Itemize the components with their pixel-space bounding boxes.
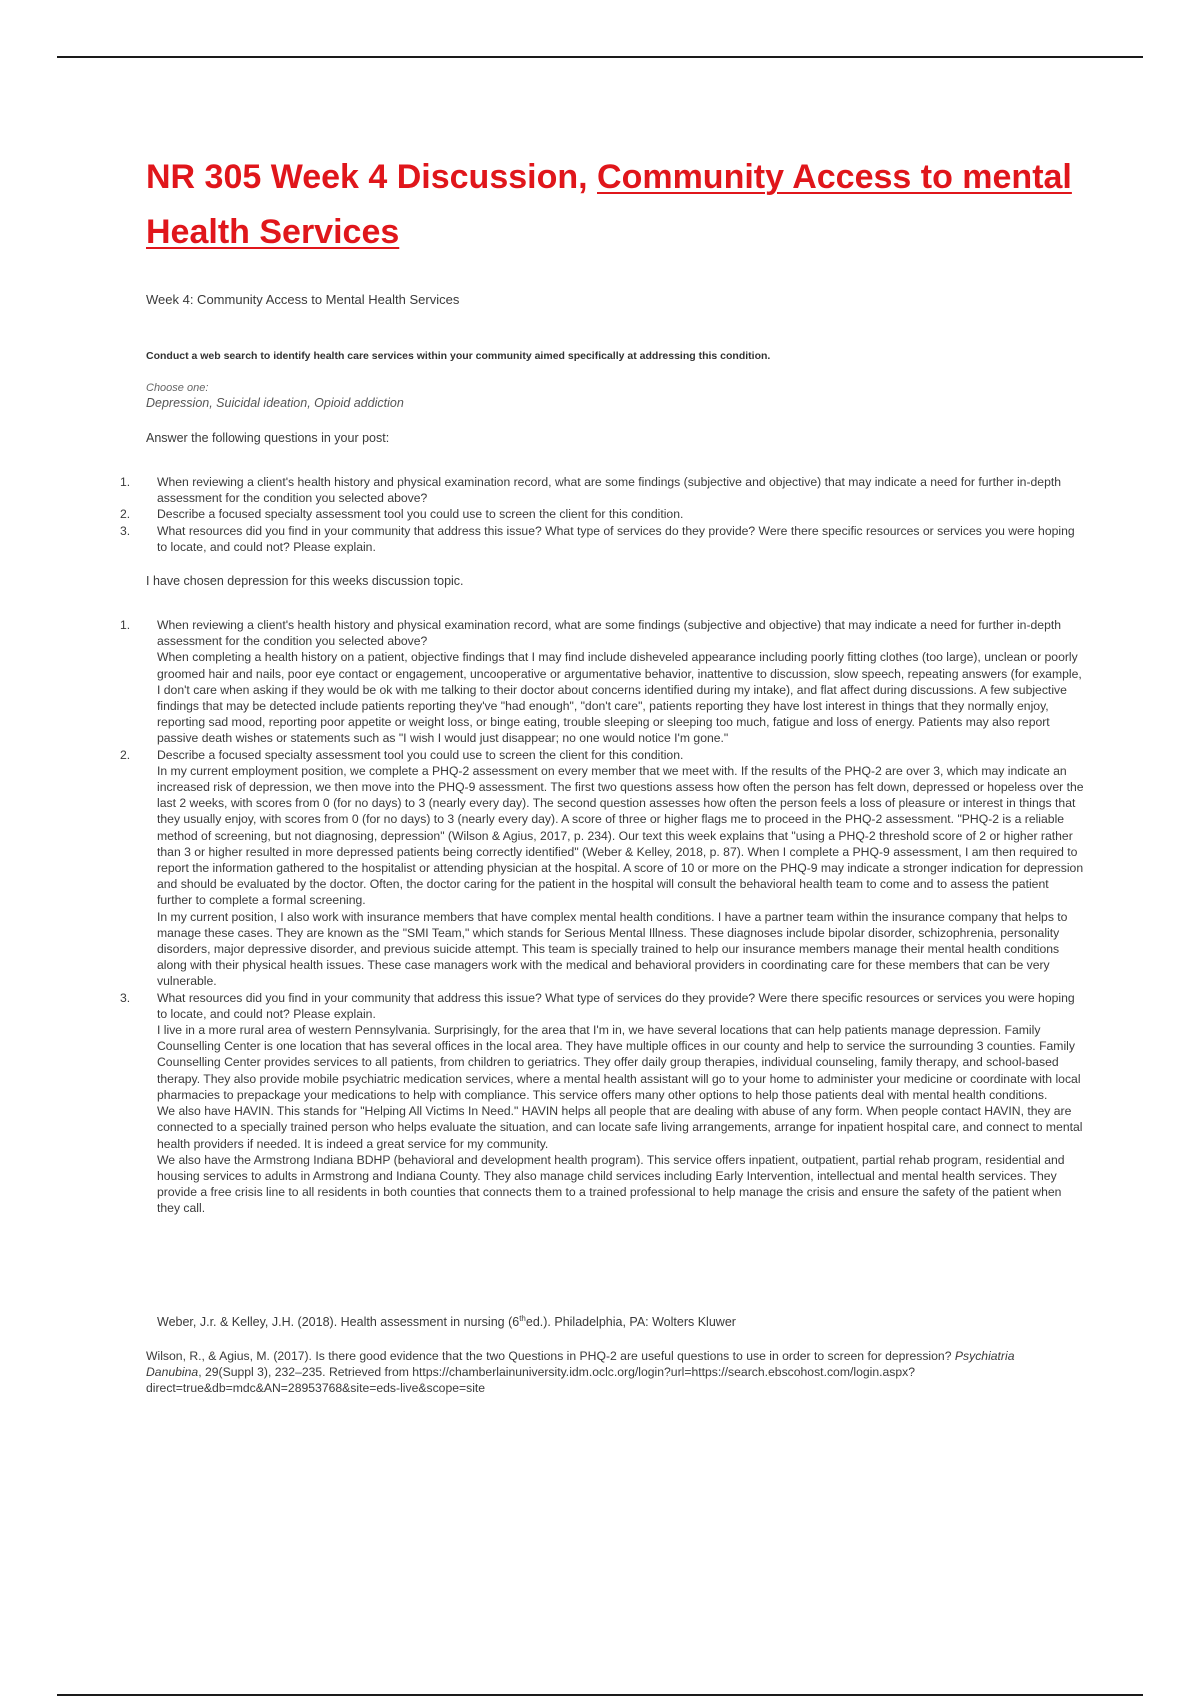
question-text: Describe a focused specialty assessment tool you could use to screen the client for this condition.	[157, 507, 684, 522]
reference-weber	[157, 1314, 736, 1329]
answer-item	[120, 747, 1085, 990]
reference-wilson-journal: Psychiatria Danubina	[146, 1349, 1015, 1380]
answer-question: Describe a focused specialty assessment tool you could use to screen the client for this condition.	[157, 747, 684, 762]
answer-item	[120, 990, 1085, 1217]
chosen-topic: I have chosen depression for this weeks discussion topic.	[146, 574, 464, 588]
question-text: When reviewing a client's health history and physical examination record, what are some findings (subjective and objective) that may indicate a need for further in-depth assessment for the condition you selected above?	[157, 475, 1062, 506]
instruction: Conduct a web search to identify health care services within your community aimed specifically at addressing this condition.	[146, 350, 771, 362]
answer-number: 1.	[120, 618, 131, 632]
question-number: 2.	[120, 507, 131, 522]
question-item	[120, 506, 1085, 522]
reference-weber-rest: ed.). Philadelphia, PA: Wolters Kluwer	[525, 1315, 736, 1330]
page-title	[146, 150, 1086, 260]
answer-paragraph: We also have the Armstrong Indiana BDHP (behavioral and development health program). This service offers inpatient, outpatient, partial rehab program, residential and housing services to adults in Armstrong and Indiana County. They also manage child services including Early Intervention, intellectual and mental health services. They provide a free crisis line to all residents in both counties that connects them to a trained professional to help manage the crisis and ensure the safety of the patient when they call.	[157, 1152, 1065, 1216]
subtitle: Week 4: Community Access to Mental Health Services	[146, 292, 460, 307]
question-item	[120, 474, 1085, 506]
choose-label: Choose one:	[146, 382, 209, 394]
reference-wilson-text: Wilson, R., & Agius, M. (2017). Is there good evidence that the two Questions in PHQ-2 are useful questions to use in order to screen for depression?	[146, 1349, 955, 1363]
answer-paragraph: In my current employment position, we complete a PHQ-2 assessment on every member that we meet with. If the results of the PHQ-2 are over 3, which may indicate an increased risk of depression, we then move into the PHQ-9 assessment. The first two questions assess how often the person has felt down, depressed or hopeless over the last 2 weeks, with scores from 0 (for no days) to 3 (nearly every day). The second question assesses how often the person feels a loss of pleasure or interest in things that they usually enjoy, with scores from 0 (for no days) to 3 (nearly every day). A score of three or higher flags me to proceed in the PHQ-2 assessment. "PHQ-2 is a reliable method of screening, but not diagnosing, depression" (Wilson & Agius, 2017, p. 234). Our text this week explains that "using a PHQ-2 threshold score of 2 or higher rather than 3 or higher resulted in more depressed patients being correctly identified" (Weber & Kelley, 2018, p. 87). When I complete a PHQ-9 assessment, I am then required to report the information gathered to the hospitalist or attending physician at the hospital. A score of 10 or more on the PHQ-9 may indicate a stronger indication for depression and should be evaluated by the doctor. Often, the doctor caring for the patient in the hospital will consult the behavioral health team to come and to assess the patient further to complete a formal screening.	[157, 763, 1084, 908]
answer-question: What resources did you find in your community that address this issue? What type of services do they provide? Were there specific resources or services you were hoping to locate, and could not? Please explain.	[157, 990, 1075, 1021]
answer-number: 3.	[120, 990, 131, 1005]
reference-weber-sup: th	[519, 1314, 526, 1323]
answer-number: 2.	[120, 747, 131, 762]
question-item	[120, 523, 1085, 555]
answers-list	[120, 617, 1085, 1217]
title-plain: NR 305 Week 4 Discussion,	[146, 158, 598, 196]
reference-wilson-rest[interactable]: , 29(Suppl 3), 232–235. Retrieved from https://chamberlainuniversity.idm.oclc.org/login?url=https://search.ebscohost.com/login.aspx?direct=true&db=mdc&AN=28953768&site=eds-live&scope=site	[146, 1365, 916, 1396]
top-rule	[57, 56, 1143, 58]
reference-weber-text: Weber, J.r. & Kelley, J.H. (2018). Health assessment in nursing (6	[157, 1315, 520, 1330]
title-link[interactable]: Community Access to mental Health Services	[146, 158, 1072, 251]
answer-paragraph: When completing a health history on a patient, objective findings that I may find include disheveled appearance including poorly fitting clothes (too large), unclean or poorly groomed hair and nails, poor eye contact or engagement, uncooperative or argumentative behavior, inattentive to discussion, slow speech, repeating answers (for example, I don't care when asking if they would be ok with me talking to their doctor about concerns identified during my intake), and flat affect during discussions. A few subjective findings that may be detected include patients reporting they've "had enough", "don't care", patients reporting they have lost interest in things that they normally enjoy, reporting sad mood, reporting poor appetite or weight loss, or binge eating, trouble sleeping or sleeping too much, fatigue and loss of energy. Patients may also report passive death wishes or statements such as "I wish I would just disappear; no one would notice I'm gone."	[157, 650, 1082, 746]
reference-wilson	[146, 1348, 1046, 1397]
answer-paragraph: We also have HAVIN. This stands for "Helping All Victims In Need." HAVIN helps all people that are dealing with abuse of any form. When people contact HAVIN, they are connected to a specially trained person who helps evaluate the situation, and can locate safe living arrangements, arrange for inpatient hospital care, and connect to mental health providers if needed. It is indeed a great service for my community.	[157, 1104, 1083, 1151]
answer-item	[120, 617, 1085, 747]
bottom-rule	[57, 1694, 1143, 1696]
answer-paragraph: I live in a more rural area of western Pennsylvania. Surprisingly, for the area that I'm in, we have several locations that can help patients manage depression. Family Counselling Center is one location that has several offices in the local area. They have multiple offices in our county and help to service the surrounding 3 counties. Family Counselling Center provides services to all patients, from children to geriatrics. They offer daily group therapies, individual counseling, family therapy, and school-based therapy. They also provide mobile psychiatric medication services, where a mental health assistant will go to your home to administer your medicine or coordinate with local pharmacies to prepackage your medications to help with compliance. This service offers many other options to help those patients deal with mental health conditions.	[157, 1023, 1081, 1102]
choose-options: Depression, Suicidal ideation, Opioid addiction	[146, 396, 404, 410]
answer-question: When reviewing a client's health history and physical examination record, what are some findings (subjective and objective) that may indicate a need for further in-depth assessment for the condition you selected above?	[157, 618, 1062, 649]
question-text: What resources did you find in your community that address this issue? What type of services do they provide? Were there specific resources or services you were hoping to locate, and could not? Please explain.	[157, 523, 1075, 554]
answer-intro: Answer the following questions in your post:	[146, 431, 390, 445]
questions-list	[120, 474, 1085, 555]
answer-paragraph: In my current position, I also work with insurance members that have complex mental health conditions. I have a partner team within the insurance company that helps to manage these cases. They are known as the "SMI Team," which stands for Serious Mental Illness. These diagnoses include bipolar disorder, schizophrenia, personality disorders, major depressive disorder, and previous suicide attempt. This team is specially trained to help our insurance members manage their mental health conditions along with their physical health issues. These case managers work with the medical and behavioral providers in coordinating care for these members that can be very vulnerable.	[157, 909, 1068, 989]
question-number: 1.	[120, 475, 131, 489]
question-number: 3.	[120, 523, 131, 538]
